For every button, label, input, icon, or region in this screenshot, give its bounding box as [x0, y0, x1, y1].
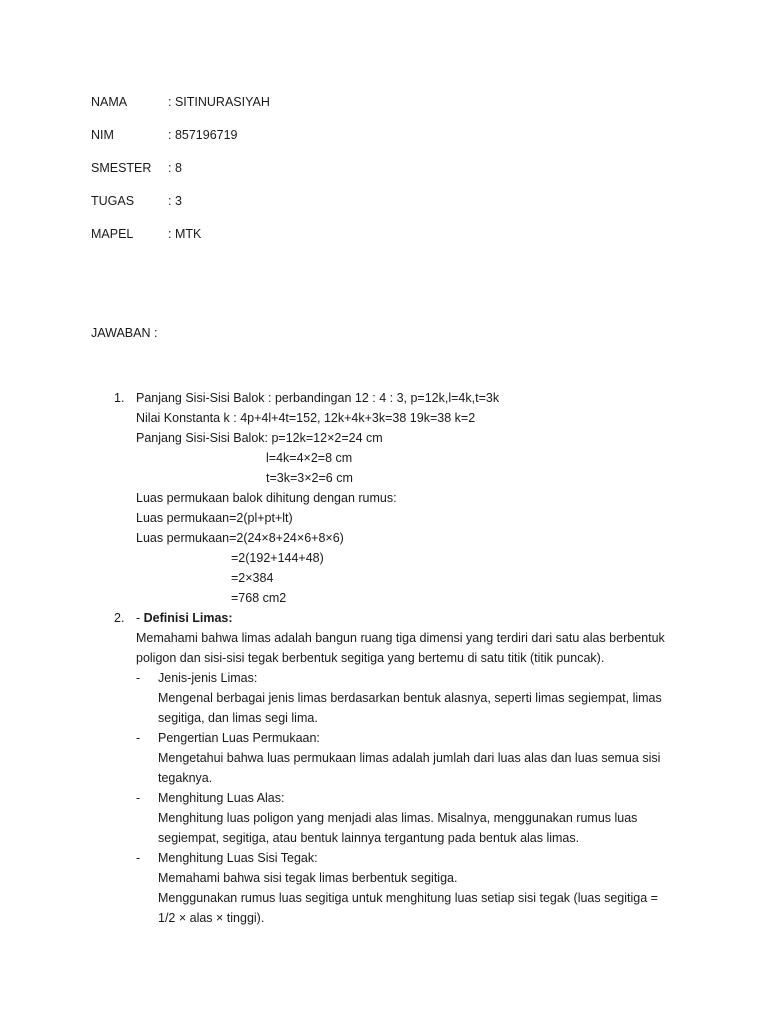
bullet-title: Jenis-jenis Limas:: [158, 671, 258, 685]
bullet-dash: -: [136, 851, 141, 865]
bullet-line: Mengenal berbagai jenis limas berdasarkan bentuk alasnya, seperti limas segiempat, limas: [158, 691, 662, 705]
field-label-nama: NAMA: [91, 95, 128, 109]
field-label-smester: SMESTER: [91, 161, 152, 175]
q2-title: Definisi Limas:: [143, 611, 233, 625]
q1-line-1: Panjang Sisi-Sisi Balok : perbandingan 12 : 4 : 3, p=12k,l=4k,t=3k: [136, 391, 500, 405]
q1-line-3: Panjang Sisi-Sisi Balok: p=12k=12×2=24 cm: [136, 431, 383, 445]
q2-number: 2.: [114, 611, 125, 625]
bullet-line: tegaknya.: [158, 771, 213, 785]
q2-def-line-1: Memahami bahwa limas adalah bangun ruang tiga dimensi yang terdiri dari satu alas berbentuk: [136, 631, 665, 645]
answers-heading: JAWABAN :: [91, 326, 158, 340]
field-value-nama: : SITINURASIYAH: [168, 95, 270, 109]
q1-line-4: l=4k=4×2=8 cm: [266, 451, 353, 465]
field-label-tugas: TUGAS: [91, 194, 135, 208]
q1-line-5: t=3k=3×2=6 cm: [266, 471, 353, 485]
bullet-line: segitiga, dan limas segi lima.: [158, 711, 318, 725]
q1-line-10: =2×384: [231, 571, 274, 585]
field-value-nim: : 857196719: [168, 128, 238, 142]
bullet-title: Pengertian Luas Permukaan:: [158, 731, 320, 745]
bullet-dash: -: [136, 731, 141, 745]
bullet-line: Menggunakan rumus luas segitiga untuk menghitung luas setiap sisi tegak (luas segitiga =: [158, 891, 658, 905]
q1-line-11: =768 cm2: [231, 591, 287, 605]
q1-line-6: Luas permukaan balok dihitung dengan rumus:: [136, 491, 397, 505]
bullet-line: Menghitung luas poligon yang menjadi alas limas. Misalnya, menggunakan rumus luas: [158, 811, 638, 825]
q2-title-prefix: -: [136, 611, 144, 625]
q2-title-line: [136, 610, 233, 626]
bullet-line: Memahami bahwa sisi tegak limas berbentuk segitiga.: [158, 871, 458, 885]
field-value-mapel: : MTK: [168, 227, 202, 241]
field-label-nim: NIM: [91, 128, 114, 142]
bullet-title: Menghitung Luas Alas:: [158, 791, 285, 805]
q1-line-2: Nilai Konstanta k : 4p+4l+4t=152, 12k+4k+3k=38 19k=38 k=2: [136, 411, 476, 425]
bullet-dash: -: [136, 791, 141, 805]
bullet-line: 1/2 × alas × tinggi).: [158, 911, 265, 925]
q1-line-9: =2(192+144+48): [231, 551, 324, 565]
bullet-line: segiempat, segitiga, atau bentuk lainnya tergantung pada bentuk alas limas.: [158, 831, 580, 845]
bullet-title: Menghitung Luas Sisi Tegak:: [158, 851, 318, 865]
q1-number: 1.: [114, 391, 125, 405]
bullet-dash: -: [136, 671, 141, 685]
q2-def-line-2: poligon dan sisi-sisi tegak berbentuk segitiga yang bertemu di satu titik (titik puncak).: [136, 651, 605, 665]
q1-line-7: Luas permukaan=2(pl+pt+lt): [136, 511, 293, 525]
field-label-mapel: MAPEL: [91, 227, 134, 241]
q1-line-8: Luas permukaan=2(24×8+24×6+8×6): [136, 531, 344, 545]
bullet-line: Mengetahui bahwa luas permukaan limas adalah jumlah dari luas alas dan luas semua sisi: [158, 751, 661, 765]
field-value-tugas: : 3: [168, 194, 182, 208]
field-value-smester: : 8: [168, 161, 182, 175]
